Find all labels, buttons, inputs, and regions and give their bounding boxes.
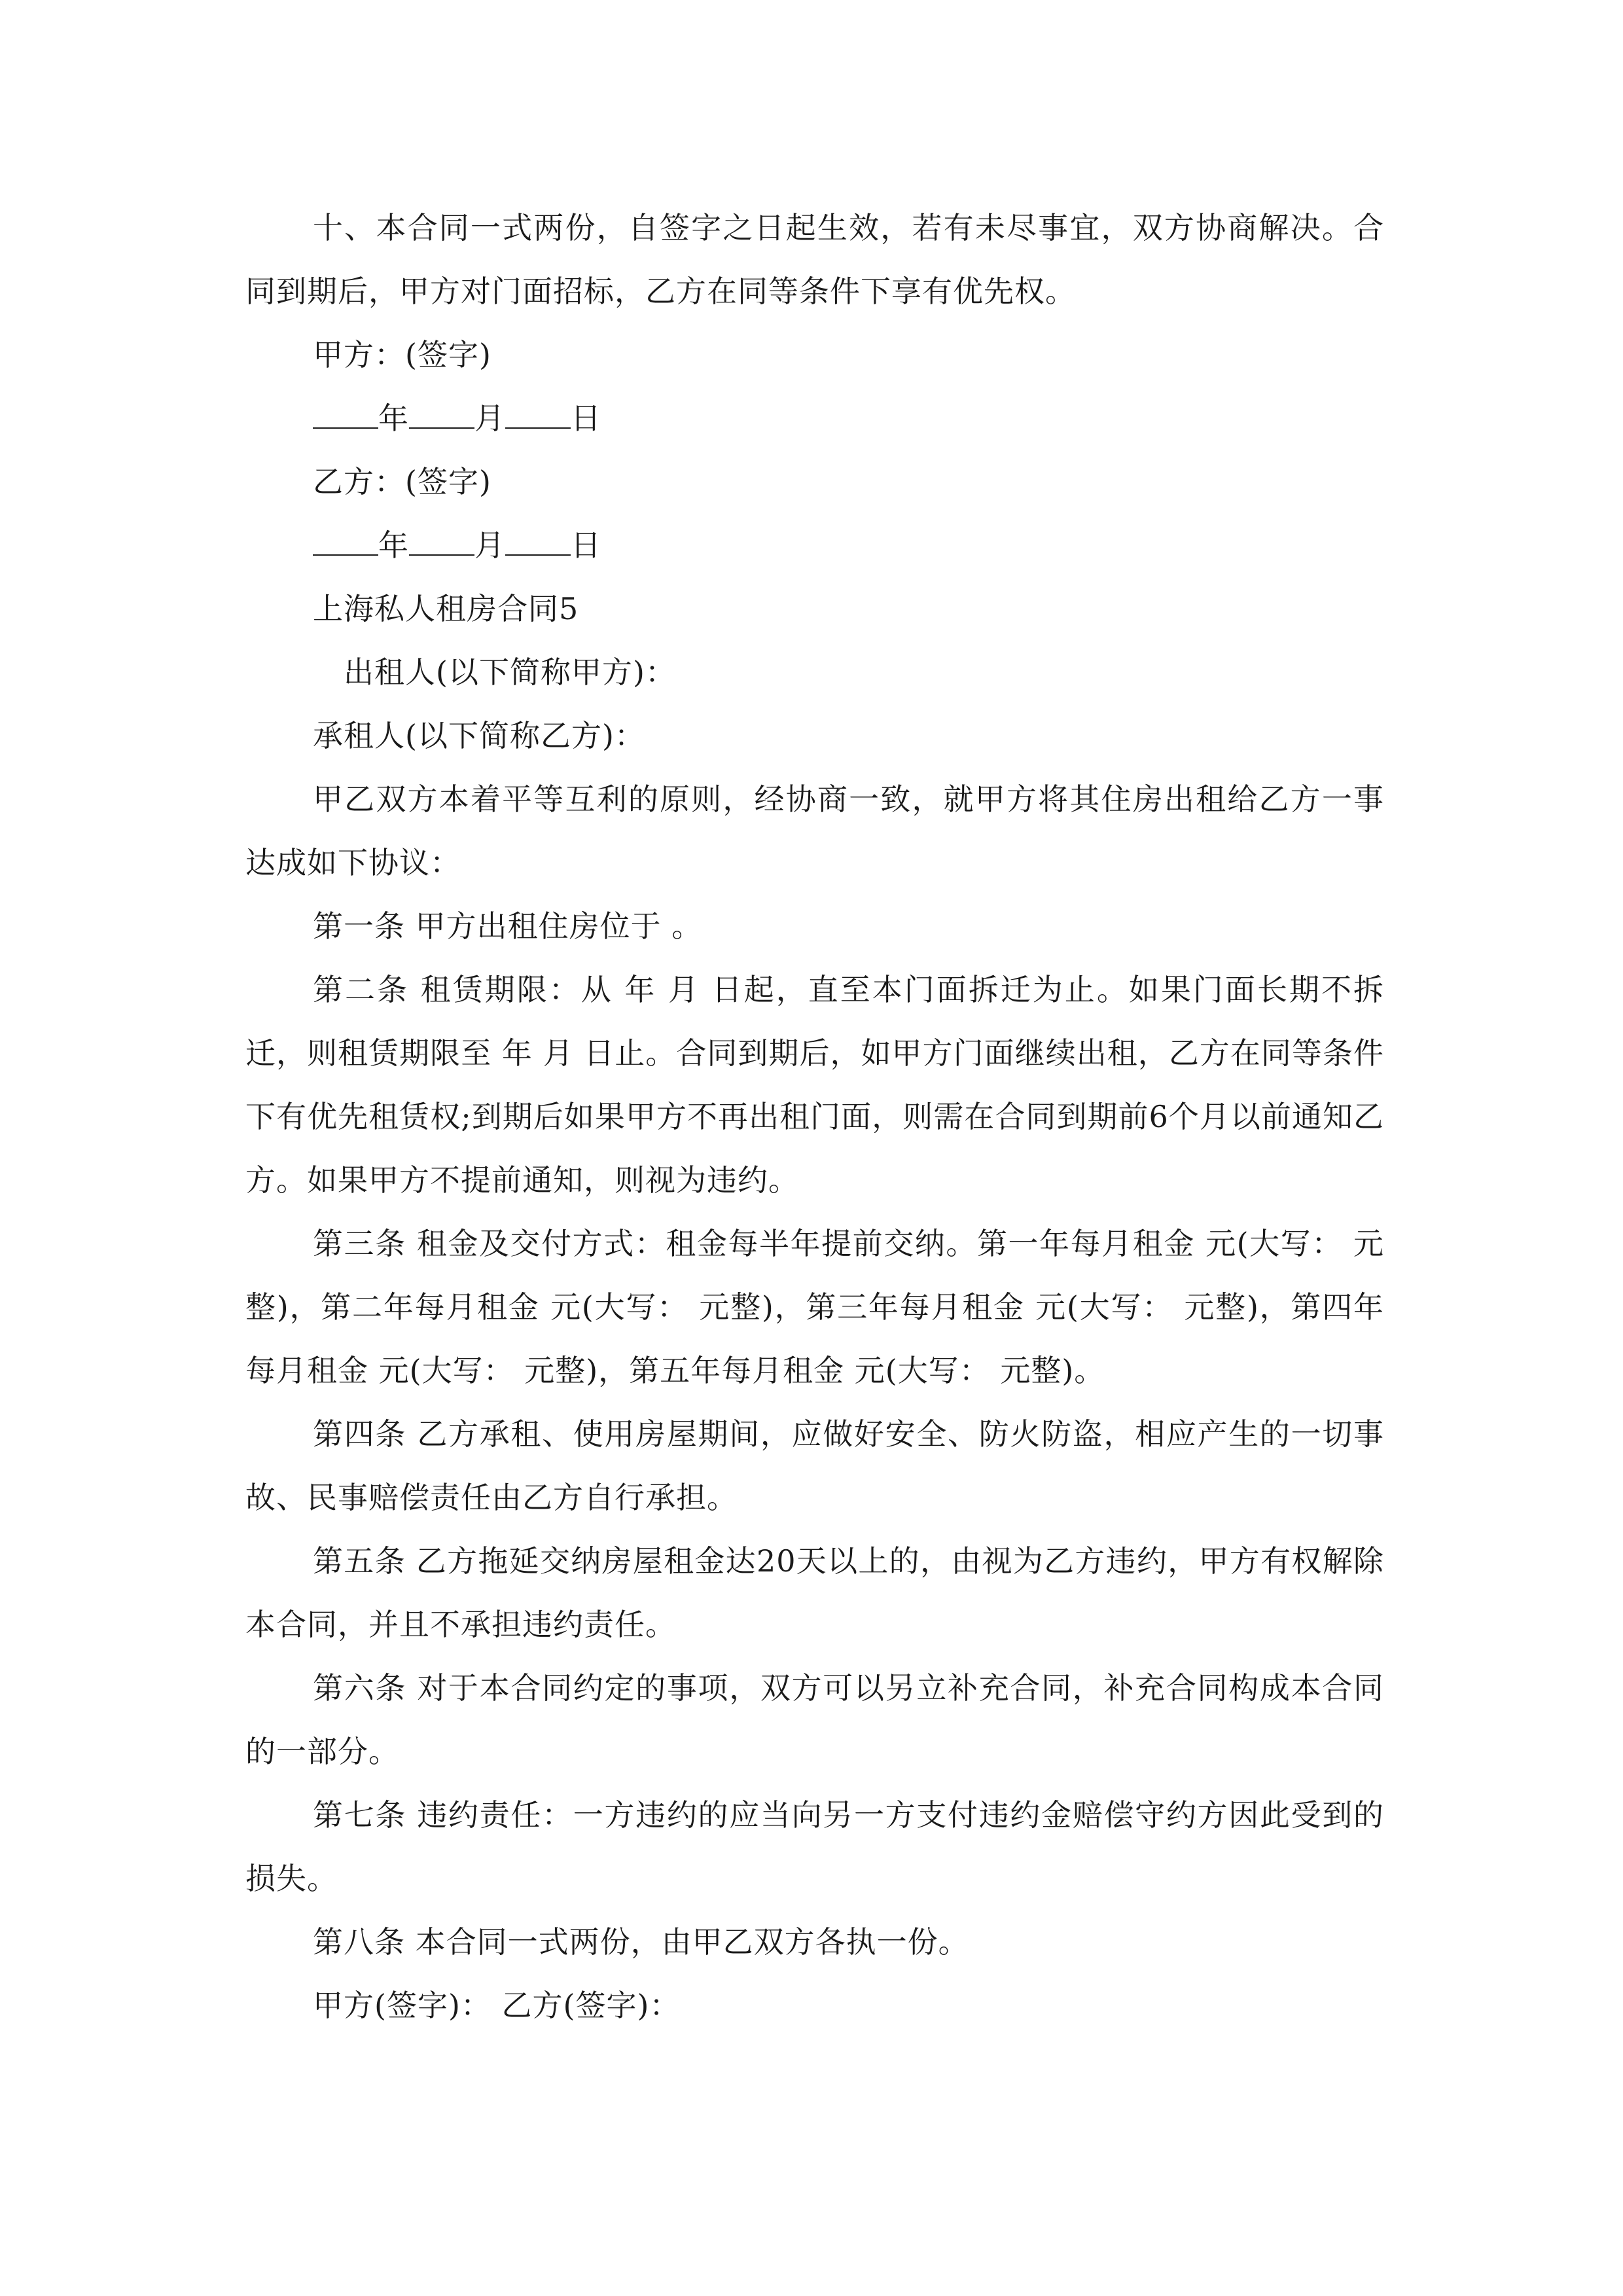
year-blank	[313, 401, 378, 429]
day-label: 日	[571, 528, 601, 563]
month-blank	[409, 528, 474, 556]
month-blank	[409, 401, 474, 429]
article-7: 第七条 违约责任：一方违约的应当向另一方支付违约金赔偿守约方因此受到的损失。	[245, 1797, 1384, 1896]
clause-ten: 十、本合同一式两份，自签字之日起生效，若有未尽事宜，双方协商解决。合同到期后，甲方对门面招标，乙方在同等条件下享有优先权。	[245, 210, 1384, 309]
article-5: 第五条 乙方拖延交纳房屋租金达20天以上的，由视为乙方违约，甲方有权解除本合同，并且不承担违约责任。	[245, 1543, 1384, 1642]
article-3: 第三条 租金及交付方式：租金每半年提前交纳。第一年每月租金 元(大写： 元整)，第二年每月租金 元(大写： 元整)，第三年每月租金 元(大写： 元整)，第四年每月租金 元(大写： 元整)，第五年每月租金 元(大写： 元整)。	[245, 1226, 1385, 1388]
lessee-line: 承租人(以下简称乙方)：	[313, 718, 645, 753]
article-8: 第八条 本合同一式两份，由甲乙双方各执一份。	[313, 1924, 969, 1960]
month-label: 月	[474, 401, 505, 436]
party-a-date-line	[245, 387, 1384, 450]
day-label: 日	[571, 401, 601, 436]
contract-title: 上海私人租房合同5	[313, 591, 579, 626]
month-label: 月	[474, 528, 505, 563]
day-blank	[505, 401, 571, 429]
article-1: 第一条 甲方出租住房位于 。	[313, 908, 703, 944]
party-b-date-line	[245, 514, 1384, 577]
article-6: 第六条 对于本合同约定的事项，双方可以另立补充合同，补充合同构成本合同的一部分。	[245, 1670, 1384, 1769]
party-a-signature: 甲方：(签字)	[313, 337, 491, 372]
party-b-signature: 乙方：(签字)	[313, 464, 491, 499]
day-blank	[505, 528, 571, 556]
year-label: 年	[378, 528, 409, 563]
lessor-line: 出租人(以下简称甲方)：	[344, 655, 676, 690]
intro-paragraph: 甲乙双方本着平等互利的原则，经协商一致，就甲方将其住房出租给乙方一事达成如下协议：	[245, 781, 1384, 880]
contract-body	[245, 196, 1384, 2037]
final-signatures: 甲方(签字)： 乙方(签字)：	[313, 1988, 681, 2023]
year-blank	[313, 528, 378, 556]
article-2: 第二条 租赁期限：从 年 月 日起，直至本门面拆迁为止。如果门面长期不拆迁，则租赁期限至 年 月 日止。合同到期后，如甲方门面继续出租，乙方在同等条件下有优先租赁权;到期后如果甲方不再出租门面，则需在合同到期前6个月以前通知乙方。如果甲方不提前通知，则视为违约。	[245, 972, 1384, 1198]
year-label: 年	[378, 401, 409, 436]
article-4: 第四条 乙方承租、使用房屋期间，应做好安全、防火防盗，相应产生的一切事故、民事赔偿责任由乙方自行承担。	[245, 1416, 1384, 1515]
